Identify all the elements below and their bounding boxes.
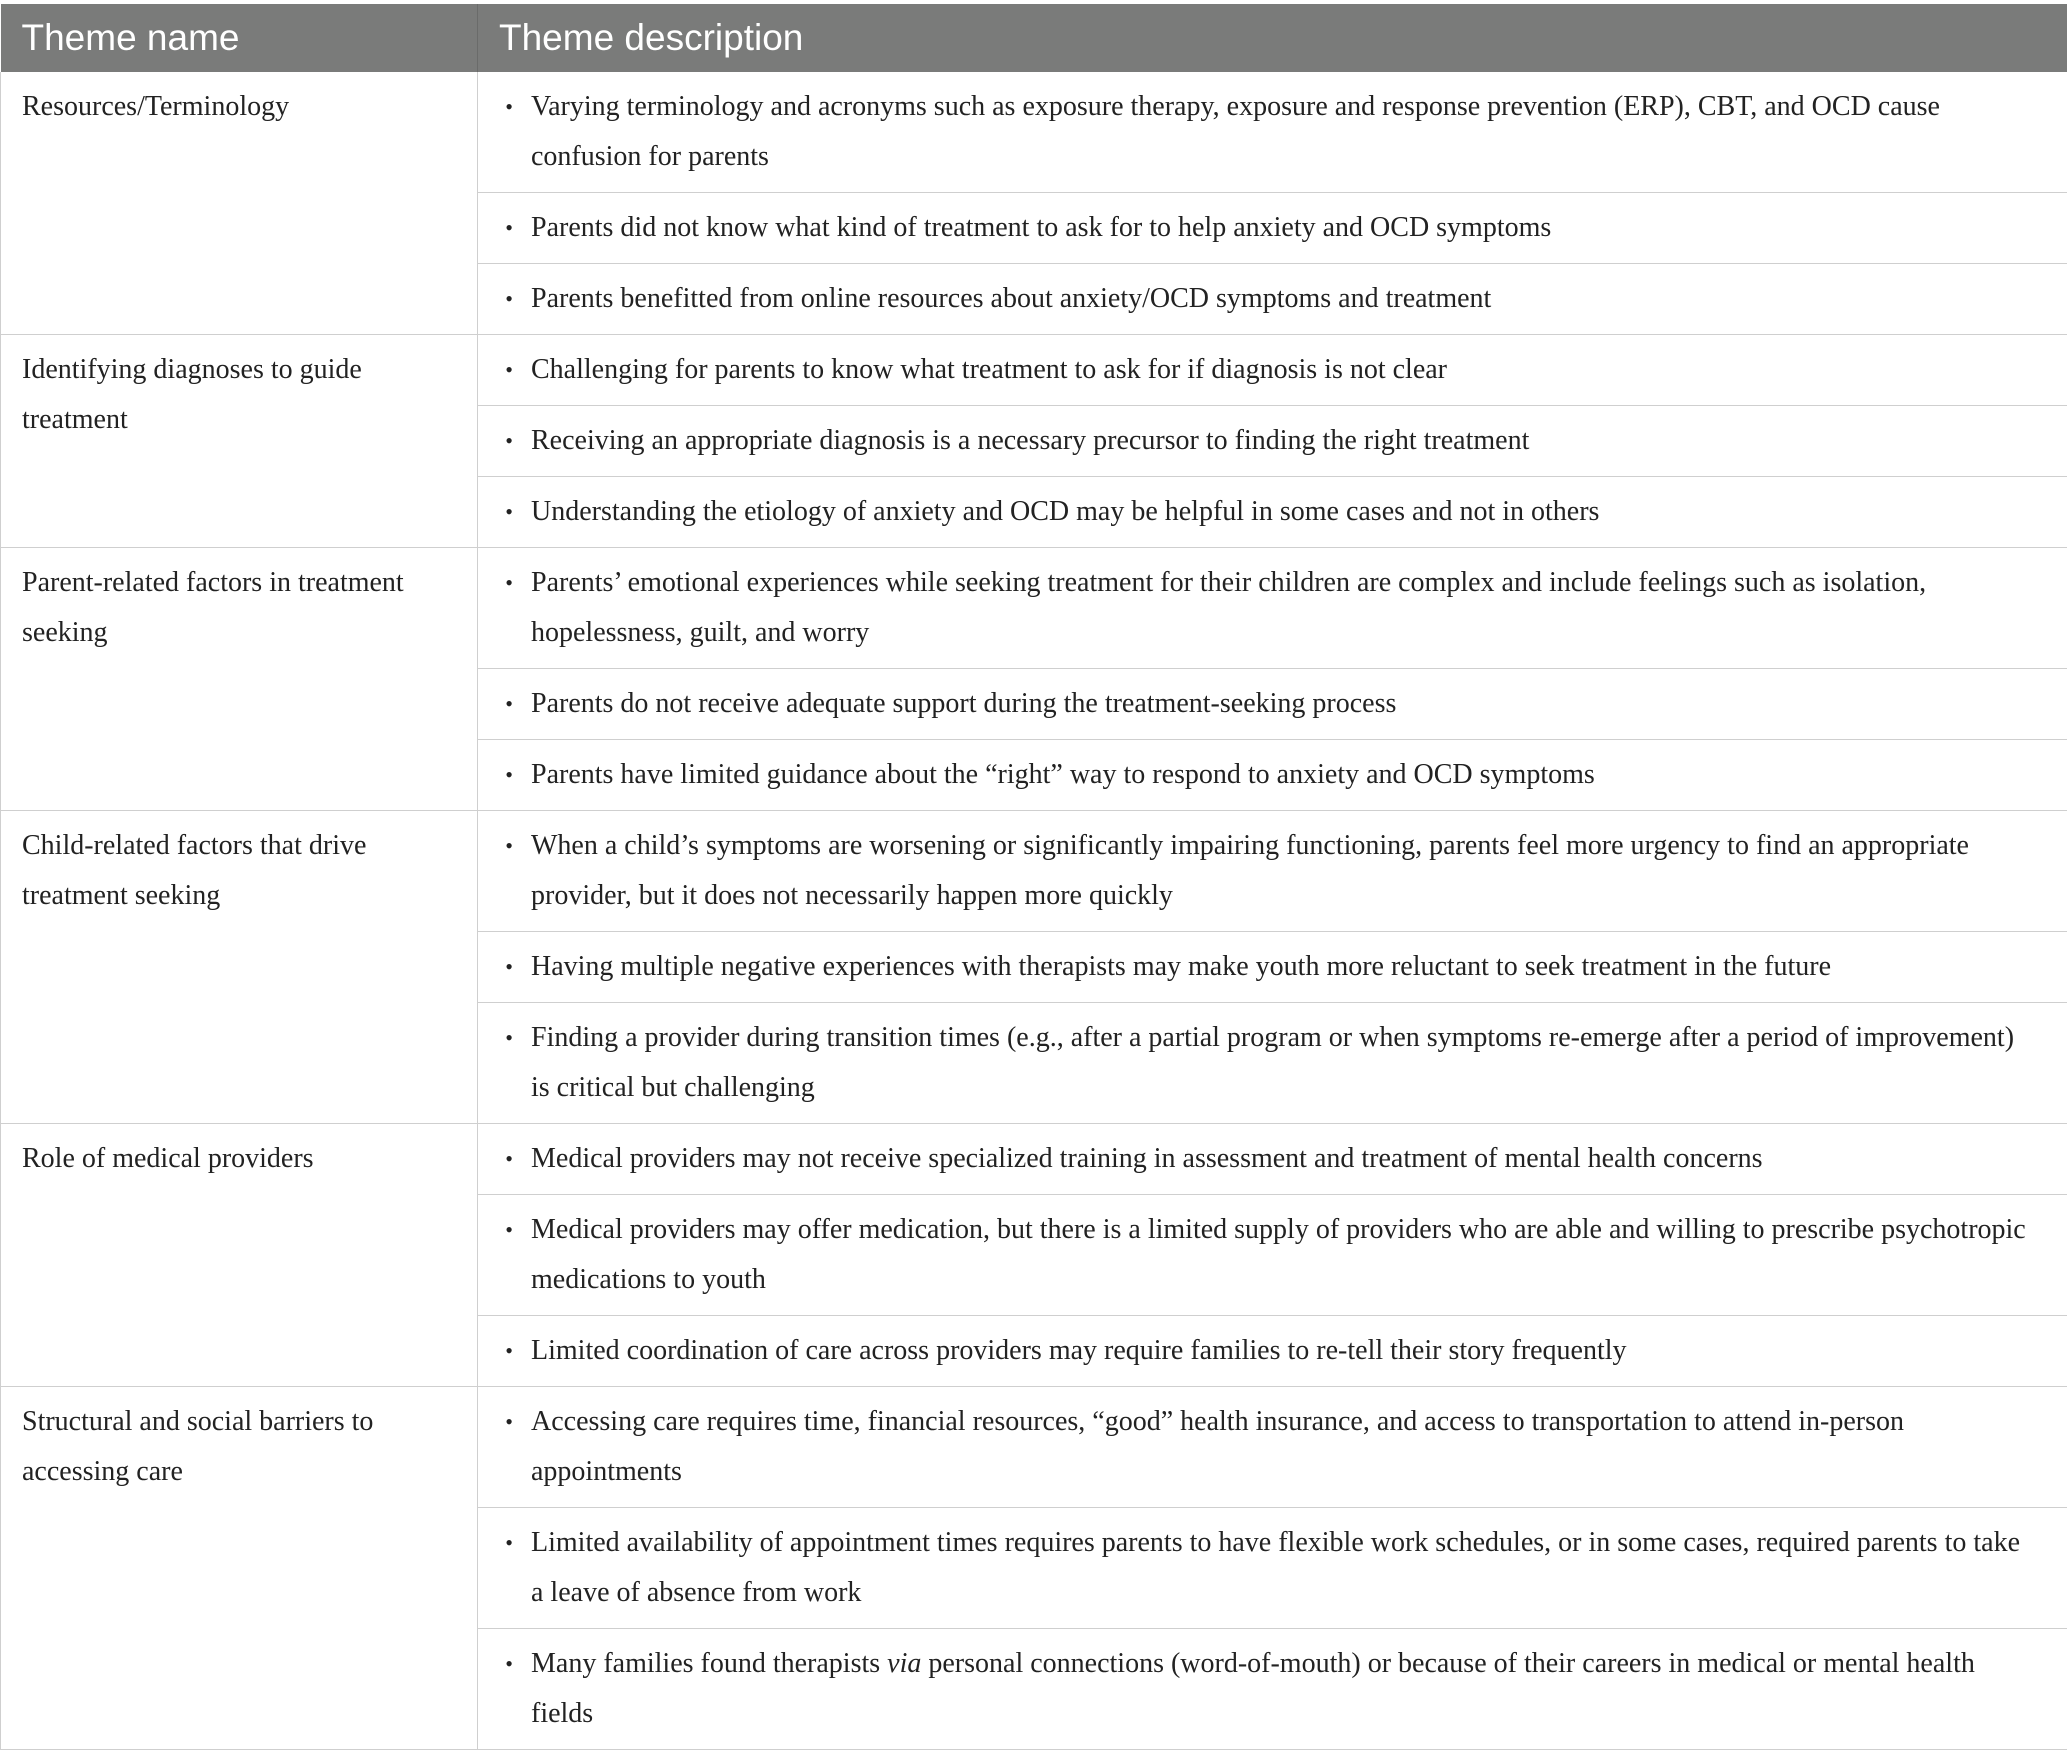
theme-name-cell: Parent-related factors in treatment seeking xyxy=(1,548,478,811)
bullet-icon: • xyxy=(478,1518,531,1568)
themes-table xyxy=(0,4,2067,1750)
theme-description-cell xyxy=(478,335,2067,406)
header-row xyxy=(1,4,2067,72)
bullet-icon: • xyxy=(478,750,531,800)
theme-description-cell xyxy=(478,193,2067,264)
theme-description-cell xyxy=(478,1629,2067,1750)
bullet-icon: • xyxy=(478,1397,531,1447)
theme-name-cell: Structural and social barriers to accessing care xyxy=(1,1387,478,1750)
theme-description-text: Having multiple negative experiences with therapists may make youth more reluctant to seek treatment in the future xyxy=(531,942,2037,992)
theme-description-cell xyxy=(478,811,2067,932)
theme-description-text: Parents do not receive adequate support during the treatment-seeking process xyxy=(531,679,2037,729)
description-text-part: personal connections (word-of-mouth) or because of their careers in medical or mental health fields xyxy=(531,1648,1975,1729)
theme-description-cell xyxy=(478,1003,2067,1124)
theme-description-cell xyxy=(478,669,2067,740)
bullet-icon: • xyxy=(478,1326,531,1376)
theme-description-cell xyxy=(478,1124,2067,1195)
theme-description-text: Receiving an appropriate diagnosis is a necessary precursor to finding the right treatment xyxy=(531,416,2037,466)
table-body xyxy=(1,72,2067,1750)
theme-description-text: Challenging for parents to know what treatment to ask for if diagnosis is not clear xyxy=(531,345,2037,395)
theme-name-cell: Role of medical providers xyxy=(1,1124,478,1387)
table-row xyxy=(1,548,2067,669)
theme-description-text: Limited availability of appointment times requires parents to have flexible work schedules, or in some cases, required parents to take a leave of absence from work xyxy=(531,1518,2037,1618)
theme-description-cell xyxy=(478,1195,2067,1316)
table-row xyxy=(1,1387,2067,1508)
theme-description-text xyxy=(531,1639,2037,1739)
header-theme-name: Theme name xyxy=(1,4,478,72)
bullet-icon: • xyxy=(478,942,531,992)
theme-description-text: Varying terminology and acronyms such as exposure therapy, exposure and response prevention (ERP), CBT, and OCD cause confusion for parents xyxy=(531,82,2037,182)
header-theme-description: Theme description xyxy=(478,4,2067,72)
table-row xyxy=(1,1124,2067,1195)
theme-description-text: Understanding the etiology of anxiety and OCD may be helpful in some cases and not in others xyxy=(531,487,2037,537)
table-row xyxy=(1,335,2067,406)
table-row xyxy=(1,72,2067,193)
theme-description-text: Limited coordination of care across providers may require families to re-tell their story frequently xyxy=(531,1326,2037,1376)
theme-description-cell xyxy=(478,264,2067,335)
theme-description-text: Parents have limited guidance about the “right” way to respond to anxiety and OCD symptoms xyxy=(531,750,2037,800)
theme-description-text: Finding a provider during transition times (e.g., after a partial program or when symptoms re-emerge after a period of improvement) is critical but challenging xyxy=(531,1013,2037,1113)
theme-description-cell xyxy=(478,932,2067,1003)
theme-name-cell: Identifying diagnoses to guide treatment xyxy=(1,335,478,548)
description-text-part: Many families found therapists xyxy=(531,1648,887,1679)
bullet-icon: • xyxy=(478,1013,531,1063)
bullet-icon: • xyxy=(478,1639,531,1689)
bullet-icon: • xyxy=(478,274,531,324)
theme-description-cell xyxy=(478,740,2067,811)
bullet-icon: • xyxy=(478,487,531,537)
theme-description-text: Parents’ emotional experiences while seeking treatment for their children are complex and include feelings such as isolation, hopelessness, guilt, and worry xyxy=(531,558,2037,658)
bullet-icon: • xyxy=(478,558,531,608)
theme-description-cell xyxy=(478,1316,2067,1387)
theme-description-text: Parents did not know what kind of treatment to ask for to help anxiety and OCD symptoms xyxy=(531,203,2037,253)
theme-description-text: When a child’s symptoms are worsening or significantly impairing functioning, parents feel more urgency to find an appropriate provider, but it does not necessarily happen more quickly xyxy=(531,821,2037,921)
bullet-icon: • xyxy=(478,203,531,253)
theme-description-text: Medical providers may not receive specialized training in assessment and treatment of mental health concerns xyxy=(531,1134,2037,1184)
theme-description-cell xyxy=(478,1387,2067,1508)
theme-description-cell xyxy=(478,477,2067,548)
theme-description-text: Parents benefitted from online resources about anxiety/OCD symptoms and treatment xyxy=(531,274,2037,324)
bullet-icon: • xyxy=(478,416,531,466)
bullet-icon: • xyxy=(478,679,531,729)
theme-description-cell xyxy=(478,548,2067,669)
bullet-icon: • xyxy=(478,82,531,132)
theme-description-cell xyxy=(478,1508,2067,1629)
theme-description-cell xyxy=(478,406,2067,477)
description-italic-text: via xyxy=(887,1648,921,1679)
theme-description-text: Accessing care requires time, financial resources, “good” health insurance, and access to transportation to attend in-person appointments xyxy=(531,1397,2037,1497)
theme-description-text: Medical providers may offer medication, but there is a limited supply of providers who are able and willing to prescribe psychotropic medications to youth xyxy=(531,1205,2037,1305)
theme-name-cell: Child-related factors that drive treatment seeking xyxy=(1,811,478,1124)
bullet-icon: • xyxy=(478,821,531,871)
bullet-icon: • xyxy=(478,1205,531,1255)
table-row xyxy=(1,811,2067,932)
theme-description-cell xyxy=(478,72,2067,193)
bullet-icon: • xyxy=(478,1134,531,1184)
bullet-icon: • xyxy=(478,345,531,395)
theme-name-cell: Resources/Terminology xyxy=(1,72,478,335)
